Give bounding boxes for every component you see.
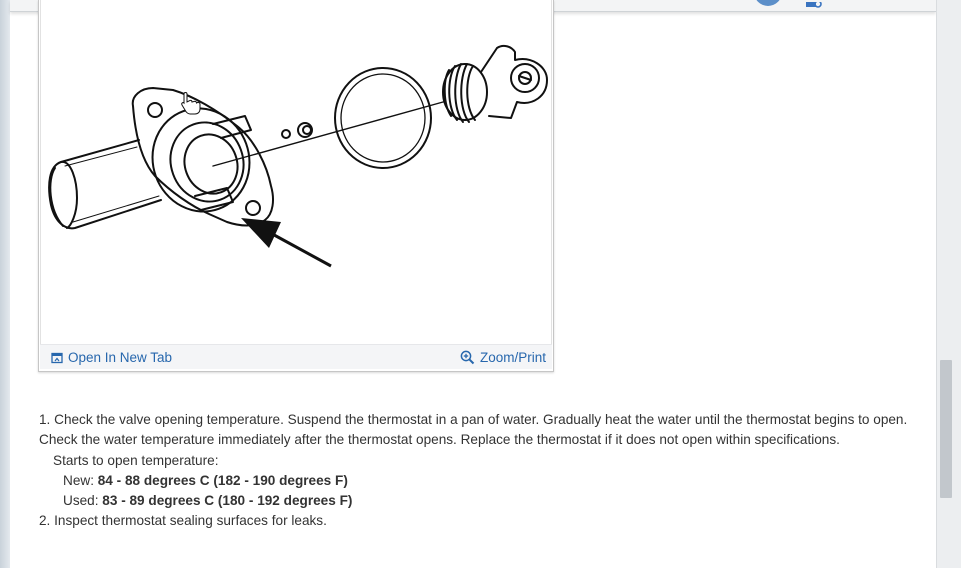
open-in-new-tab-label: Open In New Tab: [68, 350, 173, 365]
step-1-number: 1.: [39, 412, 51, 427]
figure-container: [38, 0, 554, 372]
procedure-text: [39, 410, 919, 532]
spec-new-value: 84 - 88 degrees C (182 - 190 degrees F): [97, 472, 348, 488]
figure-image[interactable]: [40, 0, 552, 344]
document-page: [10, 0, 936, 568]
open-in-new-tab-link[interactable]: [51, 350, 172, 365]
vertical-scrollbar[interactable]: [936, 0, 961, 568]
spec-new-label: New:: [63, 472, 98, 488]
step-1: [39, 410, 919, 451]
zoom-print-label: Zoom/Print: [479, 350, 546, 365]
magnifier-plus-icon: [460, 350, 475, 365]
step-2-number: 2.: [39, 513, 51, 529]
user-avatar-button[interactable]: [754, 0, 782, 6]
step-2: [39, 511, 919, 531]
thermostat-housing-illustration: [41, 0, 553, 344]
spec-new: [39, 471, 919, 491]
spec-heading: Starts to open temperature:: [53, 452, 219, 468]
step-2-text: Inspect thermostat sealing surfaces for leaks.: [54, 513, 327, 529]
left-window-edge: [0, 0, 10, 568]
scrollbar-thumb[interactable]: [940, 360, 952, 498]
spec-used: [39, 491, 919, 511]
figure-toolbar: [40, 344, 552, 369]
zoom-print-link[interactable]: [460, 350, 546, 365]
spec-used-label: Used:: [63, 493, 103, 509]
apps-icon[interactable]: [806, 0, 824, 5]
open-in-new-tab-icon: [51, 352, 63, 364]
spec-used-value: 83 - 89 degrees C (180 - 192 degrees F): [102, 493, 353, 509]
step-1-text: Check the valve opening temperature. Suspend the thermostat in a pan of water. Gradually heat the water until the thermostat begins to open. Check the water temperature immediately after the thermostat opens. Replace the thermostat if it does not open within specifications.: [39, 412, 908, 448]
